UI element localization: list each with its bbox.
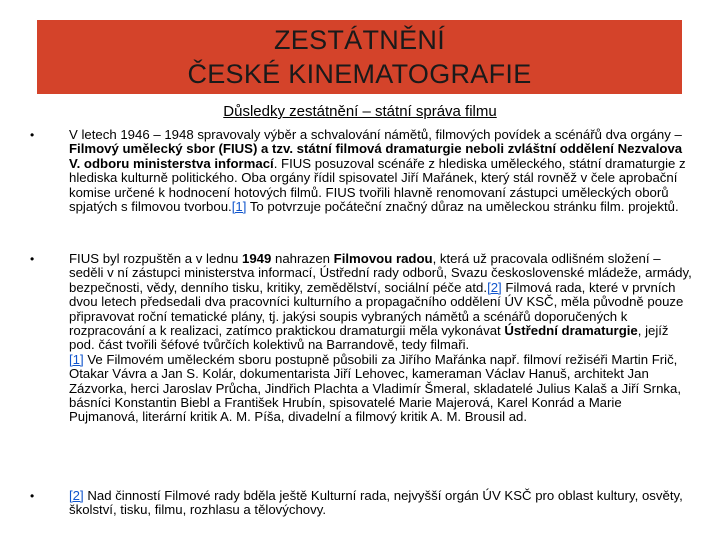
text: To potvrzuje počáteční značný důraz na uměleckou stránku film. projektů. — [246, 199, 679, 215]
bullet-item-3 — [30, 489, 692, 518]
text: , která už pracovala odlišném složení – seděli v ní zástupci ministerstva informací, Ústřední rady odborů, Svazu československé mládeže, armády, bezpečnosti, vědy, denního tisku, kritiky, zemědělství, sociální péče atd. — [69, 251, 692, 295]
bullet-item-2 — [30, 252, 692, 489]
bold-text: Filmovou radou — [333, 251, 433, 266]
text: , jejíž pod. část tvořili šéfové tvůrčích kolektivů na Barrandově, tedy filmaři. — [69, 323, 669, 353]
text: Nad činností Filmové rady bděla ještě Kulturní rada, nejvyšší orgán ÚV KSČ pro oblast kultury, osvěty, školství, tisku, filmu, rozhlasu a tělovýchovy. — [69, 488, 683, 518]
text: nahrazen — [271, 251, 334, 266]
slide-subtitle: Důsledky zestátnění – státní správa filmu — [223, 103, 497, 120]
bold-text: 1949 — [242, 251, 272, 266]
bold-text: Ústřední dramaturgie — [504, 323, 638, 339]
bullet-list — [30, 128, 692, 518]
slide-title-line2: ČESKÉ KINEMATOGRAFIE — [187, 59, 532, 89]
slide-title-line1: ZESTÁTNĚNÍ — [273, 25, 445, 55]
text: Ve Filmovém uměleckém sboru postupně působili za Jiřího Mařánka např. filmoví režiséři Martin Frič, Otakar Vávra a Jan S. Kolár, dokumentarista Jiří Lehovec, kameraman Václav Hanuš, architekt Jan Zázvorka, herci Jaroslav Průcha, Jindřich Plachta a Vladimír Šmeral, skladatelé Julius Kalaš a Jiří Srnka, básníci Konstantin Biebl a František Hrubín, spisovatelé Marie Majerová, Karel Konrád a Marie Pujmanová, literární kritik A. M. Píša, divadelní a filmový kritik A. M. Brousil ad. — [69, 351, 682, 425]
footnote-ref-2[interactable]: [2] — [69, 488, 84, 503]
text: . FIUS posuzoval scénáře z hlediska uměleckého, státní dramaturgie z hlediska kulturně politického. Oba orgány řídil spisovatel Jiří Mařánek, který stál rovněž v čele aprobační komise určené k hodnocení hotových filmů. FIUS tvořili hlavně renomovaní zástupci uměleckých oborů spjatých s filmovou tvorbou. — [69, 155, 686, 215]
bullet-item-1 — [30, 128, 692, 252]
bullet-dot: • — [30, 252, 35, 266]
text: FIUS byl rozpuštěn a v lednu — [69, 251, 242, 266]
bold-text: Filmový umělecký sbor (FIUS) a tzv. státní filmová dramaturgie neboli zvláštní oddělení Nezvalova V. odboru ministerstva informací — [69, 141, 683, 171]
footnote-link-2[interactable]: [2] — [487, 279, 502, 295]
footnote-link-1[interactable]: [1] — [231, 199, 247, 215]
title-bar — [37, 20, 682, 94]
bullet-dot: • — [30, 489, 35, 503]
text: Filmová rada, které v prvních dvou letech předsedali dva pracovníci kulturního a propagačního oddělení ÚV KSČ, měla původně pouze připravovat roční tematické plány, tj. jakýsi soupis vybraných námětů a scénářů doporučených k rozpracování a k realizaci, zatímco praktickou dramaturgii měla vykonávat — [69, 279, 684, 339]
bullet-dot: • — [30, 128, 35, 142]
footnote-ref-1[interactable]: [1] — [69, 351, 84, 367]
text: V letech 1946 – 1948 spravovaly výběr a schvalování námětů, filmových povídek a scénářů dva orgány – — [69, 127, 682, 142]
